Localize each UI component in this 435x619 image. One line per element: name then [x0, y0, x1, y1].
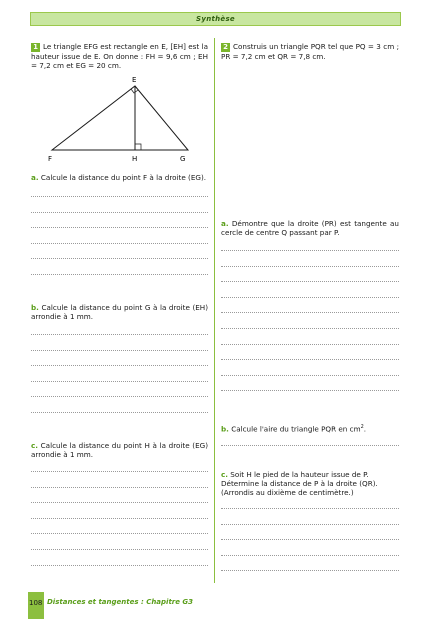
answer-lines-1a	[31, 196, 208, 290]
question-letter: a.	[221, 219, 229, 228]
question-text: Soit H le pied de la hauteur issue de P. Détermine la distance de P à la droite (QR). (Arrondis au dixième de centimètre.)	[221, 470, 378, 497]
question-letter: c.	[31, 441, 38, 450]
column-divider	[214, 38, 215, 583]
question-1c	[31, 441, 208, 459]
answer-lines-1c	[31, 471, 208, 580]
exercise-2-text: Construis un triangle PQR tel que PQ = 3 cm ; PR = 7,2 cm et QR = 7,8 cm.	[221, 42, 399, 61]
section-header	[30, 12, 401, 26]
label-e: E	[132, 76, 137, 84]
question-2a	[221, 219, 399, 237]
page-number: 108	[29, 599, 43, 607]
question-text: Calcule l'aire du triangle PQR en cm	[231, 424, 361, 434]
right-angle-h	[135, 144, 141, 150]
answer-lines-1b	[31, 334, 208, 428]
question-text: Calcule la distance du point G à la droite (EH) arrondie à 1 mm.	[31, 303, 208, 321]
question-letter: a.	[31, 173, 39, 182]
question-2c	[221, 470, 399, 497]
section-title: Synthèse	[196, 15, 235, 23]
footer-title: Distances et tangentes : Chapitre G3	[47, 598, 194, 606]
question-1b	[31, 303, 208, 321]
question-text: Calcule la distance du point H à la droite (EG) arrondie à 1 mm.	[31, 441, 208, 459]
question-letter: b.	[221, 424, 229, 434]
triangle-efg	[52, 86, 188, 150]
question-end: .	[363, 424, 367, 434]
question-letter: c.	[221, 470, 228, 479]
answer-lines-2a	[221, 250, 399, 406]
label-f: F	[48, 155, 53, 163]
triangle-figure	[40, 72, 200, 164]
exercise-2-statement	[221, 42, 399, 61]
answer-lines-2c	[221, 508, 399, 586]
superscript: 2	[360, 424, 364, 430]
exercise-1-text: Le triangle EFG est rectangle en E, [EH] est la hauteur issue de E. On donne : FH = 9,6 cm ; EH = 7,2 cm et EG = 20 cm.	[31, 42, 208, 70]
exercise-number-badge: 1	[31, 43, 40, 52]
answer-lines-2b	[221, 445, 399, 461]
exercise-1-statement	[31, 42, 208, 70]
label-h: H	[132, 155, 138, 163]
question-text: Calcule la distance du point F à la droite (EG).	[40, 173, 207, 182]
question-text: Démontre que la droite (PR) est tangente au cercle de centre Q passant par P.	[221, 219, 399, 237]
question-2b	[221, 423, 399, 433]
exercise-number-badge: 2	[221, 43, 230, 52]
question-letter: b.	[31, 303, 39, 312]
label-g: G	[180, 155, 186, 163]
question-1a	[31, 173, 208, 182]
